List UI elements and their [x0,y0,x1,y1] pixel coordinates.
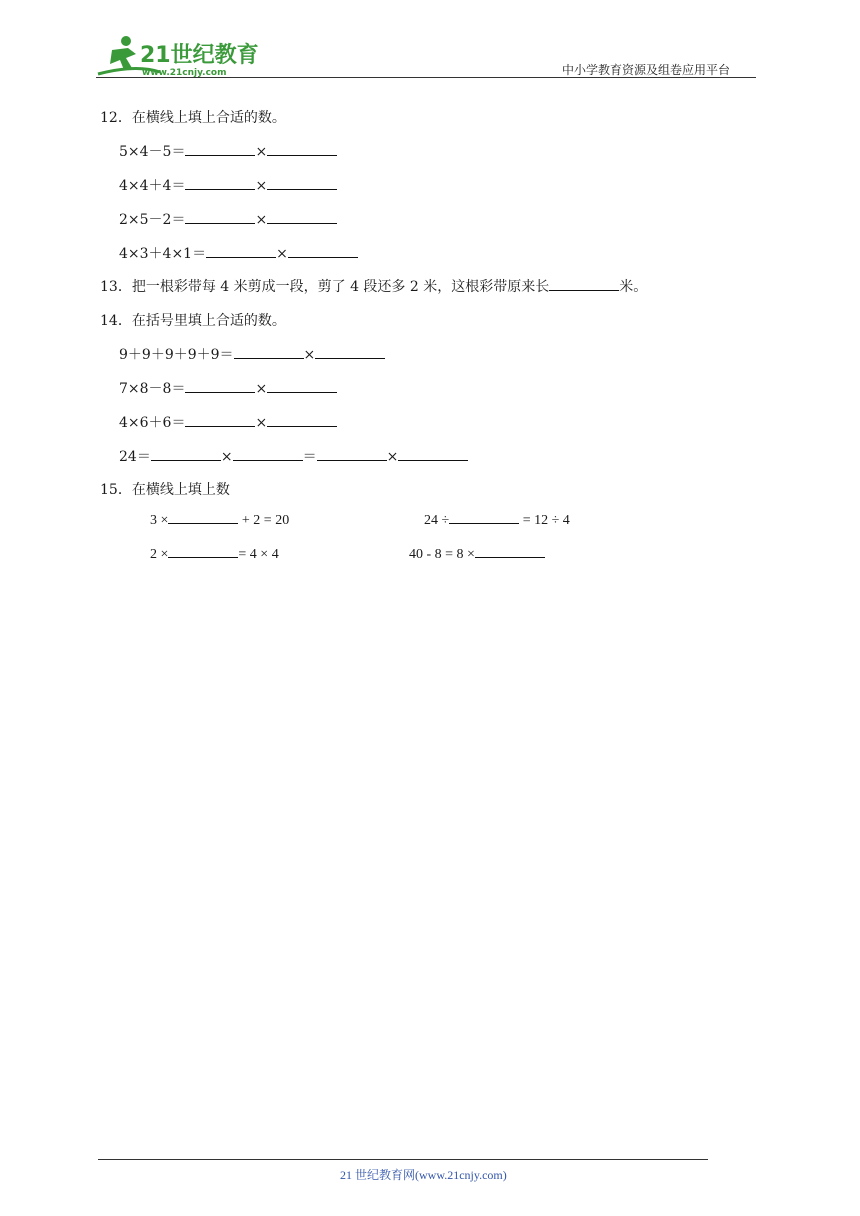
footer-text: 21 世纪教育网(www.21cnjy.com) [340,1168,507,1182]
answer-blank[interactable] [267,154,337,156]
q13-question [100,276,647,296]
q14-row-4 [119,446,468,466]
q12-row-4 [119,243,358,263]
times-sign: × [255,212,268,228]
answer-blank[interactable] [315,357,385,359]
q15-item-4-pre: 40 - 8 = 8 × [409,547,475,562]
q15-item-1-post: + 2 = 20 [238,513,290,528]
q12-row-2 [119,175,337,195]
times-sign: × [255,144,268,160]
header-divider [96,77,756,78]
q12-title: 12．在横线上填上合适的数。 [100,110,286,126]
answer-blank[interactable] [168,556,238,558]
times-sign: × [386,449,399,465]
answer-blank[interactable] [449,522,519,524]
q14-row-1 [119,344,385,364]
answer-blank[interactable] [185,222,255,224]
answer-blank[interactable] [151,459,221,461]
q15-item-1 [150,513,289,529]
q15-item-3 [150,547,279,563]
q14-row-2-expr: 7×8－8＝ [119,381,186,397]
equals-sign: ＝ [302,449,317,465]
header-tagline: 中小学教育资源及组卷应用平台 [562,63,731,77]
logo-main-text: 21世纪教育 [140,43,259,68]
answer-blank[interactable] [398,459,468,461]
answer-blank[interactable] [206,256,276,258]
times-sign: × [303,347,316,363]
answer-blank[interactable] [185,391,255,393]
answer-blank[interactable] [185,154,255,156]
answer-blank[interactable] [234,357,304,359]
site-logo [96,34,266,78]
q14-row-1-expr: 9＋9＋9＋9＋9＝ [119,347,234,363]
q12-row-3 [119,209,337,229]
answer-blank[interactable] [185,188,255,190]
times-sign: × [255,415,268,431]
q14-row-3 [119,412,337,432]
q15-item-2-post: = 12 ÷ 4 [519,513,570,528]
times-sign: × [255,178,268,194]
q15-title: 15．在横线上填上数 [100,482,230,498]
q14-row-2 [119,378,337,398]
q15-item-2 [424,513,570,529]
answer-blank[interactable] [267,188,337,190]
q14-title: 14．在括号里填上合适的数。 [100,313,286,329]
q12-row-1-expr: 5×4－5＝ [119,144,186,160]
answer-blank[interactable] [475,556,545,558]
runner-logo-icon [96,34,266,78]
answer-blank[interactable] [267,425,337,427]
q12-row-1 [119,141,337,161]
q14-row-4-expr: 24＝ [119,449,151,465]
q15-item-3-pre: 2 × [150,547,169,562]
q13-suffix: 米。 [619,279,648,295]
q15-item-1-pre: 3 × [150,513,169,528]
answer-blank[interactable] [267,222,337,224]
answer-blank[interactable] [233,459,303,461]
times-sign: × [276,246,288,262]
logo-url-text: www.21cnjy.com [142,68,227,78]
q12-row-2-expr: 4×4＋4＝ [119,178,186,194]
answer-blank[interactable] [549,289,619,291]
footer-divider [98,1159,708,1160]
times-sign: × [220,449,233,465]
q13-text: 13．把一根彩带每 4 米剪成一段，剪了 4 段还多 2 米，这根彩带原来长 [100,279,550,295]
q15-item-3-post: = 4 × 4 [238,547,279,562]
q15-item-4 [409,547,545,563]
answer-blank[interactable] [168,522,238,524]
times-sign: × [255,381,268,397]
q14-row-3-expr: 4×6＋6＝ [119,415,186,431]
answer-blank[interactable] [185,425,255,427]
q12-row-4-expr: 4×3＋4×1＝ [119,246,207,262]
answer-blank[interactable] [288,256,358,258]
q12-row-3-expr: 2×5－2＝ [119,212,186,228]
answer-blank[interactable] [317,459,387,461]
answer-blank[interactable] [267,391,337,393]
q15-item-2-pre: 24 ÷ [424,513,450,528]
